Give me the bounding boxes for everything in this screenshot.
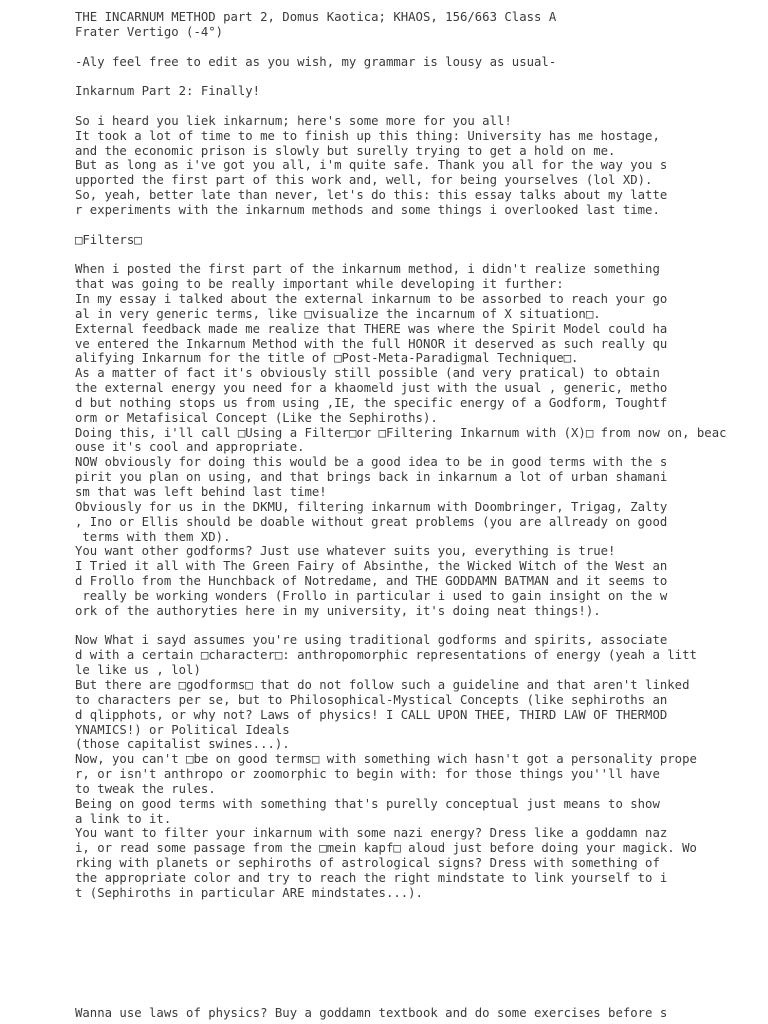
text-line: that was going to be really important while developing it further:: [75, 277, 564, 292]
text-line: al in very generic terms, like □visualize the incarnum of X situation□.: [75, 306, 601, 321]
text-line: d qlipphots, or why not? Laws of physics! I CALL UPON THEE, THIRD LAW OF THERMOD: [75, 707, 668, 722]
text-line: It took a lot of time to me to finish up this thing: University has me hostage,: [75, 128, 660, 143]
text-line: Inkarnum Part 2: Finally!: [75, 84, 261, 99]
blank-line: [75, 40, 765, 55]
text-line: r experiments with the inkarnum methods and some things i overlooked last time.: [75, 202, 660, 217]
text-line: alifying Inkarnum for the title of □Post-Meta-Paradigmal Technique□.: [75, 351, 579, 366]
text-line: But as long as i've got you all, i'm quite safe. Thank you all for the way you s: [75, 158, 668, 173]
text-line: pirit you plan on using, and that brings back in inkarnum a lot of urban shamani: [75, 470, 668, 485]
text-line: -Aly feel free to edit as you wish, my grammar is lousy as usual-: [75, 54, 557, 69]
text-line: But there are □godforms□ that do not follow such a guideline and that aren't linked: [75, 677, 690, 692]
text-line: Frater Vertigo (-4°): [75, 24, 224, 39]
text-line: to tweak the rules.: [75, 781, 216, 796]
text-line: (those capitalist swines...).: [75, 737, 290, 752]
text-line: External feedback made me realize that THERE was where the Spirit Model could ha: [75, 321, 668, 336]
text-line: orm or Metafisical Concept (Like the Sephiroths).: [75, 410, 438, 425]
text-line: , Ino or Ellis should be doable without great problems (you are allready on good: [75, 514, 668, 529]
text-line: sm that was left behind last time!: [75, 485, 327, 499]
blank-line: [75, 69, 765, 84]
text-line: i, or read some passage from the □mein kapf□ aloud just before doing your magick. Wo: [75, 841, 697, 856]
document-trailing-line: Wanna use laws of physics? Buy a goddamn textbook and do some exercises before s: [75, 1006, 668, 1020]
text-line: t (Sephiroths in particular ARE mindstates...).: [75, 885, 423, 900]
text-line: ouse it's cool and appropriate.: [75, 440, 305, 455]
text-line: THE INCARNUM METHOD part 2, Domus Kaotica; KHAOS, 156/663 Class A: [75, 10, 557, 24]
text-line: upported the first part of this work and, well, for being yourselves (lol XD).: [75, 173, 653, 188]
text-line: Now, you can't □be on good terms□ with something wich hasn't got a personality prope: [75, 752, 697, 767]
text-line: the appropriate color and try to reach the right mindstate to link yourself to i: [75, 870, 668, 885]
blank-line: [75, 99, 765, 114]
text-line: □Filters□: [75, 232, 142, 247]
text-line: d Frollo from the Hunchback of Notredame, and THE GODDAMN BATMAN and it seems to: [75, 574, 668, 589]
text-line: d with a certain □character□: anthropomorphic representations of energy (yeah a litt: [75, 648, 697, 663]
text-line: I Tried it all with The Green Fairy of Absinthe, the Wicked Witch of the West an: [75, 559, 668, 574]
text-line: As a matter of fact it's obviously still possible (and very pratical) to obtain: [75, 366, 660, 381]
text-line: really be working wonders (Frollo in particular i used to gain insight on the w: [75, 588, 668, 603]
text-line: a link to it.: [75, 811, 172, 826]
text-line: You want other godforms? Just use whatever suits you, everything is true!: [75, 544, 616, 559]
text-line: YNAMICS!) or Political Ideals: [75, 722, 290, 737]
text-line: and the economic prison is slowly but surelly trying to get a hold on me.: [75, 143, 616, 158]
text-line: So i heard you liek inkarnum; here's some more for you all!: [75, 113, 512, 128]
text-line: to characters per se, but to Philosophical-Mystical Concepts (like sephiroths an: [75, 692, 668, 707]
blank-line: [75, 619, 765, 634]
text-line: ork of the authoryties here in my university, it's doing neat things!).: [75, 603, 601, 618]
text-line: So, yeah, better late than never, let's do this: this essay talks about my latte: [75, 188, 668, 203]
text-line: NOW obviously for doing this would be a good idea to be in good terms with the s: [75, 455, 668, 470]
text-line: le like us , lol): [75, 663, 201, 678]
text-line: In my essay i talked about the external inkarnum to be assorbed to reach your go: [75, 292, 668, 307]
text-line: Now What i sayd assumes you're using traditional godforms and spirits, associate: [75, 633, 668, 648]
text-line: Being on good terms with something that's purelly conceptual just means to show: [75, 796, 660, 811]
text-line: d but nothing stops us from using ,IE, the specific energy of a Godform, Toughtf: [75, 395, 668, 410]
text-line: When i posted the first part of the inkarnum method, i didn't realize something: [75, 262, 660, 277]
text-line: ve entered the Inkarnum Method with the full HONOR it deserved as such really qu: [75, 336, 668, 351]
text-line: r, or isn't anthropo or zoomorphic to begin with: for those things you''ll have: [75, 767, 660, 782]
text-line: Obviously for us in the DKMU, filtering inkarnum with Doombringer, Trigag, Zalty: [75, 499, 668, 514]
blank-line: [75, 248, 765, 263]
text-line: You want to filter your inkarnum with some nazi energy? Dress like a goddamn naz: [75, 826, 668, 841]
blank-line: [75, 218, 765, 233]
text-line: rking with planets or sephiroths of astrological signs? Dress with something of: [75, 856, 660, 871]
text-line: the external energy you need for a khaomeld just with the usual , generic, metho: [75, 381, 668, 396]
text-line: terms with them XD).: [75, 529, 231, 544]
text-line: Doing this, i'll call □Using a Filter□or □Filtering Inkarnum with (X)□ from now on, beac: [75, 425, 727, 440]
document-body: [75, 10, 765, 901]
